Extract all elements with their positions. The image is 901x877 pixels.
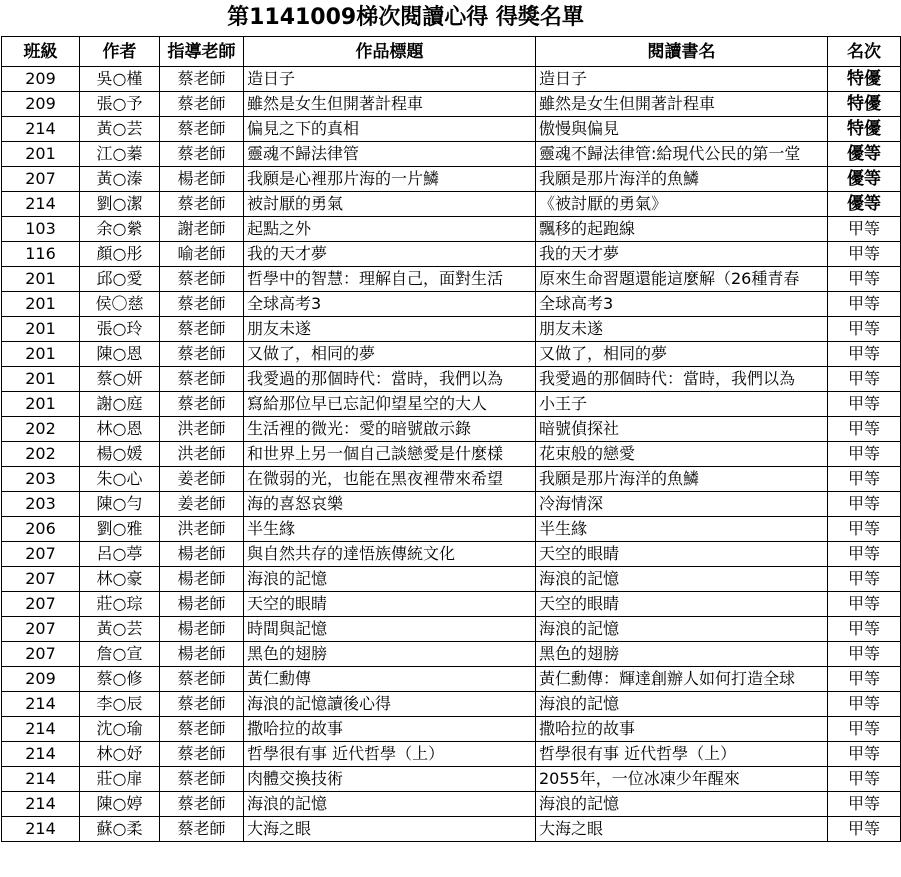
cell-teacher: 蔡老師 <box>160 142 244 167</box>
cell-class: 207 <box>2 567 80 592</box>
cell-teacher: 洪老師 <box>160 517 244 542</box>
cell-rank: 甲等 <box>828 467 901 492</box>
table-row <box>2 417 901 442</box>
cell-work-title: 偏見之下的真相 <box>244 117 536 142</box>
cell-class: 203 <box>2 467 80 492</box>
cell-class: 201 <box>2 367 80 392</box>
cell-author: 李○辰 <box>80 692 160 717</box>
table-row <box>2 542 901 567</box>
table-row <box>2 192 901 217</box>
cell-rank: 甲等 <box>828 592 901 617</box>
cell-class: 214 <box>2 767 80 792</box>
cell-work-title: 海浪的記憶讀後心得 <box>244 692 536 717</box>
table-row <box>2 617 901 642</box>
cell-rank: 甲等 <box>828 342 901 367</box>
table-row <box>2 92 901 117</box>
header-author: 作者 <box>80 37 160 67</box>
table-row <box>2 567 901 592</box>
cell-book-title: 海浪的記憶 <box>536 617 828 642</box>
cell-work-title: 與自然共存的達悟族傳統文化 <box>244 542 536 567</box>
header-teacher: 指導老師 <box>160 37 244 67</box>
cell-author: 劉○潔 <box>80 192 160 217</box>
cell-class: 206 <box>2 517 80 542</box>
cell-class: 201 <box>2 292 80 317</box>
cell-rank: 甲等 <box>828 267 901 292</box>
cell-class: 203 <box>2 492 80 517</box>
cell-book-title: 小王子 <box>536 392 828 417</box>
cell-book-title: 黑色的翅膀 <box>536 642 828 667</box>
cell-rank: 特優 <box>828 117 901 142</box>
cell-book-title: 《被討厭的勇氣》 <box>536 192 828 217</box>
cell-class: 209 <box>2 667 80 692</box>
cell-work-title: 海浪的記憶 <box>244 567 536 592</box>
cell-work-title: 造日子 <box>244 67 536 92</box>
cell-book-title: 飄移的起跑線 <box>536 217 828 242</box>
cell-rank: 甲等 <box>828 567 901 592</box>
table-row <box>2 217 901 242</box>
cell-author: 劉○雅 <box>80 517 160 542</box>
cell-rank: 特優 <box>828 67 901 92</box>
cell-class: 207 <box>2 592 80 617</box>
cell-teacher: 蔡老師 <box>160 267 244 292</box>
cell-author: 陳○恩 <box>80 342 160 367</box>
cell-author: 陳○勻 <box>80 492 160 517</box>
cell-teacher: 謝老師 <box>160 217 244 242</box>
cell-teacher: 楊老師 <box>160 617 244 642</box>
cell-teacher: 姜老師 <box>160 467 244 492</box>
cell-rank: 甲等 <box>828 217 901 242</box>
cell-class: 209 <box>2 67 80 92</box>
cell-work-title: 寫給那位早已忘記仰望星空的大人 <box>244 392 536 417</box>
cell-class: 214 <box>2 192 80 217</box>
table-row <box>2 692 901 717</box>
table-row <box>2 167 901 192</box>
cell-book-title: 撒哈拉的故事 <box>536 717 828 742</box>
cell-book-title: 冷海情深 <box>536 492 828 517</box>
cell-author: 余○縈 <box>80 217 160 242</box>
cell-work-title: 天空的眼睛 <box>244 592 536 617</box>
cell-work-title: 朋友未遂 <box>244 317 536 342</box>
table-row <box>2 742 901 767</box>
cell-teacher: 蔡老師 <box>160 817 244 842</box>
cell-rank: 優等 <box>828 167 901 192</box>
cell-author: 楊○媛 <box>80 442 160 467</box>
cell-book-title: 2055年，一位冰凍少年醒來 <box>536 767 828 792</box>
cell-rank: 甲等 <box>828 717 901 742</box>
cell-author: 蔡○修 <box>80 667 160 692</box>
cell-author: 張○玲 <box>80 317 160 342</box>
cell-teacher: 蔡老師 <box>160 792 244 817</box>
cell-book-title: 我的天才夢 <box>536 242 828 267</box>
cell-author: 呂○葶 <box>80 542 160 567</box>
cell-class: 201 <box>2 317 80 342</box>
table-row <box>2 592 901 617</box>
cell-author: 黃○溱 <box>80 167 160 192</box>
cell-author: 蘇○柔 <box>80 817 160 842</box>
cell-class: 214 <box>2 117 80 142</box>
cell-book-title: 我願是那片海洋的魚鱗 <box>536 467 828 492</box>
cell-book-title: 海浪的記憶 <box>536 692 828 717</box>
cell-work-title: 起點之外 <box>244 217 536 242</box>
header-work: 作品標題 <box>244 37 536 67</box>
cell-rank: 優等 <box>828 142 901 167</box>
cell-class: 116 <box>2 242 80 267</box>
cell-work-title: 半生緣 <box>244 517 536 542</box>
cell-teacher: 蔡老師 <box>160 717 244 742</box>
cell-author: 林○妤 <box>80 742 160 767</box>
cell-author: 黃○芸 <box>80 617 160 642</box>
cell-class: 202 <box>2 417 80 442</box>
cell-class: 103 <box>2 217 80 242</box>
cell-rank: 甲等 <box>828 292 901 317</box>
cell-rank: 甲等 <box>828 417 901 442</box>
cell-work-title: 海的喜怒哀樂 <box>244 492 536 517</box>
cell-class: 214 <box>2 792 80 817</box>
cell-teacher: 楊老師 <box>160 567 244 592</box>
table-row <box>2 267 901 292</box>
cell-work-title: 和世界上另一個自己談戀愛是什麼樣 <box>244 442 536 467</box>
cell-author: 侯〇慈 <box>80 292 160 317</box>
cell-teacher: 蔡老師 <box>160 667 244 692</box>
cell-book-title: 我願是那片海洋的魚鱗 <box>536 167 828 192</box>
cell-book-title: 海浪的記憶 <box>536 567 828 592</box>
table-row <box>2 642 901 667</box>
cell-work-title: 生活裡的微光：愛的暗號啟示錄 <box>244 417 536 442</box>
cell-book-title: 大海之眼 <box>536 817 828 842</box>
cell-rank: 甲等 <box>828 817 901 842</box>
table-row <box>2 667 901 692</box>
cell-book-title: 傲慢與偏見 <box>536 117 828 142</box>
cell-author: 黃○芸 <box>80 117 160 142</box>
cell-class: 207 <box>2 642 80 667</box>
table-row <box>2 767 901 792</box>
cell-class: 214 <box>2 717 80 742</box>
table-row <box>2 492 901 517</box>
cell-teacher: 洪老師 <box>160 442 244 467</box>
cell-class: 214 <box>2 692 80 717</box>
cell-rank: 特優 <box>828 92 901 117</box>
cell-class: 201 <box>2 142 80 167</box>
table-row <box>2 317 901 342</box>
cell-book-title: 天空的眼睛 <box>536 592 828 617</box>
cell-author: 詹○宣 <box>80 642 160 667</box>
cell-teacher: 蔡老師 <box>160 692 244 717</box>
cell-book-title: 黃仁勳傳：輝達創辦人如何打造全球 <box>536 667 828 692</box>
header-rank: 名次 <box>828 37 901 67</box>
cell-work-title: 大海之眼 <box>244 817 536 842</box>
cell-book-title: 雖然是女生但開著計程車 <box>536 92 828 117</box>
cell-author: 林○豪 <box>80 567 160 592</box>
cell-work-title: 我願是心裡那片海的一片鱗 <box>244 167 536 192</box>
cell-author: 蔡○妍 <box>80 367 160 392</box>
cell-work-title: 在微弱的光，也能在黑夜裡帶來希望 <box>244 467 536 492</box>
cell-book-title: 天空的眼睛 <box>536 542 828 567</box>
cell-rank: 甲等 <box>828 692 901 717</box>
cell-book-title: 全球高考3 <box>536 292 828 317</box>
cell-work-title: 黑色的翅膀 <box>244 642 536 667</box>
table-row <box>2 292 901 317</box>
cell-teacher: 蔡老師 <box>160 192 244 217</box>
cell-author: 張○予 <box>80 92 160 117</box>
cell-teacher: 蔡老師 <box>160 92 244 117</box>
table-row <box>2 142 901 167</box>
table-row <box>2 442 901 467</box>
cell-rank: 甲等 <box>828 767 901 792</box>
cell-rank: 優等 <box>828 192 901 217</box>
cell-author: 謝○庭 <box>80 392 160 417</box>
cell-rank: 甲等 <box>828 517 901 542</box>
cell-class: 207 <box>2 167 80 192</box>
cell-class: 214 <box>2 817 80 842</box>
cell-teacher: 蔡老師 <box>160 367 244 392</box>
table-row <box>2 517 901 542</box>
header-class: 班級 <box>2 37 80 67</box>
cell-teacher: 楊老師 <box>160 542 244 567</box>
cell-book-title: 原來生命習題還能這麼解（26種青春 <box>536 267 828 292</box>
cell-book-title: 靈魂不歸法律管:給現代公民的第一堂 <box>536 142 828 167</box>
table-row <box>2 67 901 92</box>
cell-teacher: 蔡老師 <box>160 767 244 792</box>
cell-author: 邱○愛 <box>80 267 160 292</box>
cell-work-title: 肉體交換技術 <box>244 767 536 792</box>
table-row <box>2 817 901 842</box>
cell-rank: 甲等 <box>828 492 901 517</box>
award-table <box>1 36 901 842</box>
cell-teacher: 蔡老師 <box>160 67 244 92</box>
cell-class: 207 <box>2 542 80 567</box>
cell-author: 沈○瑜 <box>80 717 160 742</box>
cell-rank: 甲等 <box>828 642 901 667</box>
table-row <box>2 367 901 392</box>
header-row <box>2 37 901 67</box>
cell-work-title: 時間與記憶 <box>244 617 536 642</box>
cell-rank: 甲等 <box>828 242 901 267</box>
table-row <box>2 467 901 492</box>
cell-teacher: 蔡老師 <box>160 117 244 142</box>
cell-teacher: 楊老師 <box>160 642 244 667</box>
cell-book-title: 半生緣 <box>536 517 828 542</box>
cell-work-title: 被討厭的勇氣 <box>244 192 536 217</box>
cell-teacher: 蔡老師 <box>160 742 244 767</box>
cell-author: 陳○婷 <box>80 792 160 817</box>
cell-work-title: 黃仁勳傳 <box>244 667 536 692</box>
table-row <box>2 342 901 367</box>
cell-work-title: 雖然是女生但開著計程車 <box>244 92 536 117</box>
cell-teacher: 楊老師 <box>160 167 244 192</box>
cell-book-title: 朋友未遂 <box>536 317 828 342</box>
cell-work-title: 我的天才夢 <box>244 242 536 267</box>
cell-author: 顏○彤 <box>80 242 160 267</box>
header-book: 閱讀書名 <box>536 37 828 67</box>
table-row <box>2 717 901 742</box>
cell-work-title: 海浪的記憶 <box>244 792 536 817</box>
cell-author: 吳○槿 <box>80 67 160 92</box>
cell-rank: 甲等 <box>828 667 901 692</box>
cell-book-title: 哲學很有事 近代哲學（上） <box>536 742 828 767</box>
cell-teacher: 洪老師 <box>160 417 244 442</box>
cell-class: 209 <box>2 92 80 117</box>
cell-teacher: 蔡老師 <box>160 292 244 317</box>
cell-work-title: 又做了，相同的夢 <box>244 342 536 367</box>
table-row <box>2 117 901 142</box>
cell-book-title: 又做了，相同的夢 <box>536 342 828 367</box>
cell-teacher: 楊老師 <box>160 592 244 617</box>
cell-teacher: 喻老師 <box>160 242 244 267</box>
cell-rank: 甲等 <box>828 367 901 392</box>
cell-teacher: 蔡老師 <box>160 342 244 367</box>
cell-work-title: 我愛過的那個時代：當時，我們以為 <box>244 367 536 392</box>
cell-rank: 甲等 <box>828 742 901 767</box>
cell-class: 201 <box>2 392 80 417</box>
cell-rank: 甲等 <box>828 792 901 817</box>
cell-class: 214 <box>2 742 80 767</box>
cell-book-title: 海浪的記憶 <box>536 792 828 817</box>
cell-class: 207 <box>2 617 80 642</box>
cell-author: 江○蓁 <box>80 142 160 167</box>
cell-rank: 甲等 <box>828 542 901 567</box>
table-row <box>2 242 901 267</box>
cell-work-title: 哲學很有事 近代哲學（上） <box>244 742 536 767</box>
cell-teacher: 蔡老師 <box>160 392 244 417</box>
cell-work-title: 全球高考3 <box>244 292 536 317</box>
cell-work-title: 靈魂不歸法律管 <box>244 142 536 167</box>
table-row <box>2 392 901 417</box>
cell-book-title: 我愛過的那個時代：當時，我們以為 <box>536 367 828 392</box>
cell-teacher: 蔡老師 <box>160 317 244 342</box>
cell-author: 莊○琮 <box>80 592 160 617</box>
cell-book-title: 暗號偵探社 <box>536 417 828 442</box>
cell-class: 201 <box>2 267 80 292</box>
table-row <box>2 792 901 817</box>
table-header <box>2 37 901 67</box>
cell-author: 莊○扉 <box>80 767 160 792</box>
cell-rank: 甲等 <box>828 442 901 467</box>
cell-book-title: 造日子 <box>536 67 828 92</box>
cell-rank: 甲等 <box>828 317 901 342</box>
cell-work-title: 哲學中的智慧：理解自己，面對生活 <box>244 267 536 292</box>
cell-rank: 甲等 <box>828 392 901 417</box>
page-title: 第1141009梯次閱讀心得 得獎名單 <box>227 5 584 30</box>
cell-class: 201 <box>2 342 80 367</box>
cell-author: 林○恩 <box>80 417 160 442</box>
cell-book-title: 花束般的戀愛 <box>536 442 828 467</box>
table-body <box>2 67 901 842</box>
cell-author: 朱○心 <box>80 467 160 492</box>
cell-teacher: 姜老師 <box>160 492 244 517</box>
cell-class: 202 <box>2 442 80 467</box>
cell-rank: 甲等 <box>828 617 901 642</box>
cell-work-title: 撒哈拉的故事 <box>244 717 536 742</box>
